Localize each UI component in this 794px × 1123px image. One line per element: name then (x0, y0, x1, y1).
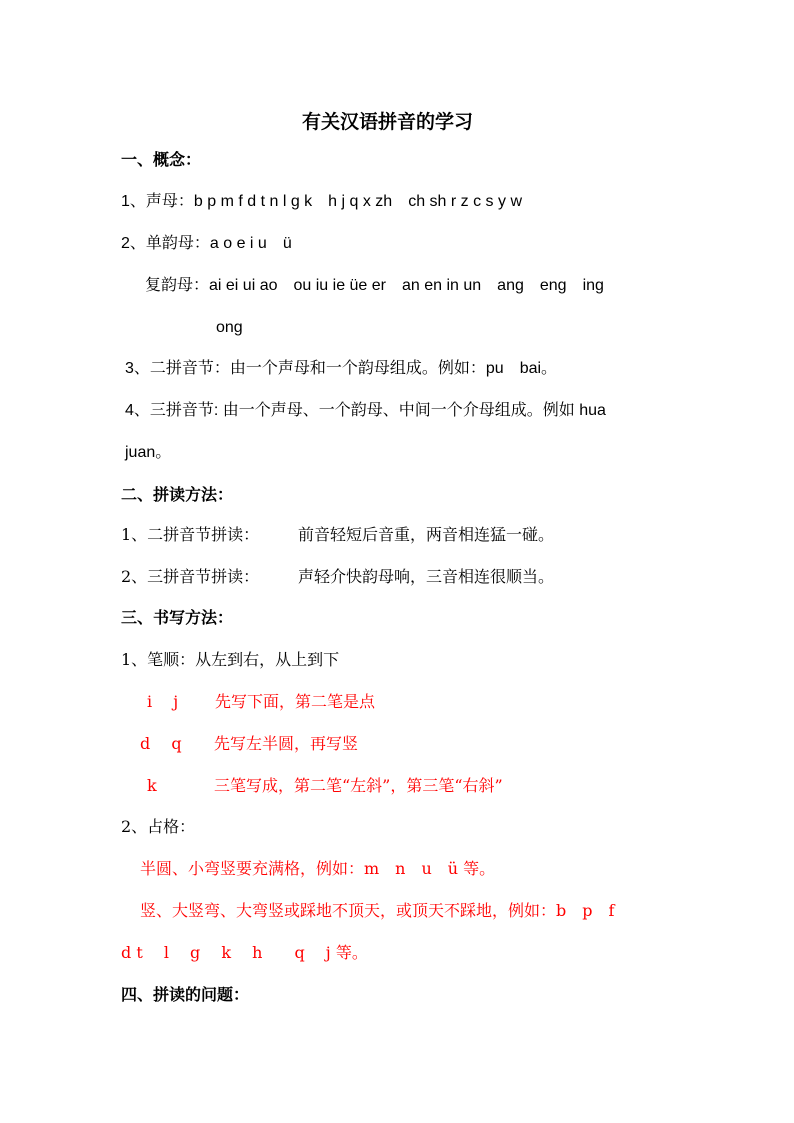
document-title: 有关汉语拼音的学习 (302, 111, 474, 133)
reading-method-two-part-label: 1、二拼音节拼读： (121, 525, 260, 544)
reading-method-three-part (121, 565, 555, 589)
writing-rule-k (147, 774, 503, 798)
stroke-order-line: 1、笔顺：从左到右，从上到下 (121, 650, 340, 669)
two-part-syllable-line: 3、二拼音节：由一个声母和一个韵母组成。例如：pu bai。 (125, 360, 558, 377)
writing-rule-i-j-text: 先写下面，第二笔是点 (215, 692, 376, 711)
section-heading-reading-problems: 四、拼读的问题： (121, 985, 250, 1004)
three-part-syllable-continuation: juan。 (125, 444, 172, 461)
grid-rule-half: 竖、大竖弯、大弯竖或踩地不顶天，或顶天不踩地，例如：b p f (140, 901, 615, 920)
writing-rule-d-q-text: 先写左半圆，再写竖 (214, 734, 359, 753)
writing-rule-d-q (140, 732, 359, 756)
reading-method-two-part (121, 523, 555, 547)
writing-rule-i-j (147, 690, 376, 714)
compound-finals-line: 复韵母：ai ei ui ao ou iu ie üe er an en in un ang eng ing (145, 277, 604, 294)
three-part-syllable-line: 4、三拼音节: 由一个声母、一个韵母、中间一个介母组成。例如 hua (125, 402, 606, 419)
section-heading-concepts: 一、概念： (121, 150, 202, 169)
grid-rule-fill: 半圆、小弯竖要充满格，例如：m n u ü 等。 (140, 859, 496, 878)
grid-placement-line: 2、占格： (121, 817, 196, 836)
reading-method-three-part-label: 2、三拼音节拼读： (121, 567, 260, 586)
initials-line: 1、声母：b p m f d t n l g k h j q x zh ch sh r z c s y w (121, 193, 523, 210)
reading-method-two-part-text: 前音轻短后音重，两音相连猛一碰。 (298, 525, 555, 544)
writing-rule-k-text: 三笔写成，第二笔“左斜”，第三笔“右斜” (214, 776, 503, 795)
single-finals-line: 2、单韵母：a o e i u ü (121, 235, 292, 252)
writing-rule-d-q-letters: d q (140, 734, 182, 753)
grid-rule-half-continuation: d t l g k h q j 等。 (121, 943, 368, 962)
writing-rule-k-letters: k (147, 776, 157, 795)
reading-method-three-part-text: 声轻介快韵母响，三音相连很顺当。 (298, 567, 555, 586)
section-heading-writing-methods: 三、书写方法： (121, 608, 234, 627)
writing-rule-i-j-letters: i j (147, 692, 179, 711)
section-heading-reading-methods: 二、拼读方法： (121, 485, 234, 504)
compound-finals-continuation: ong (216, 319, 243, 336)
